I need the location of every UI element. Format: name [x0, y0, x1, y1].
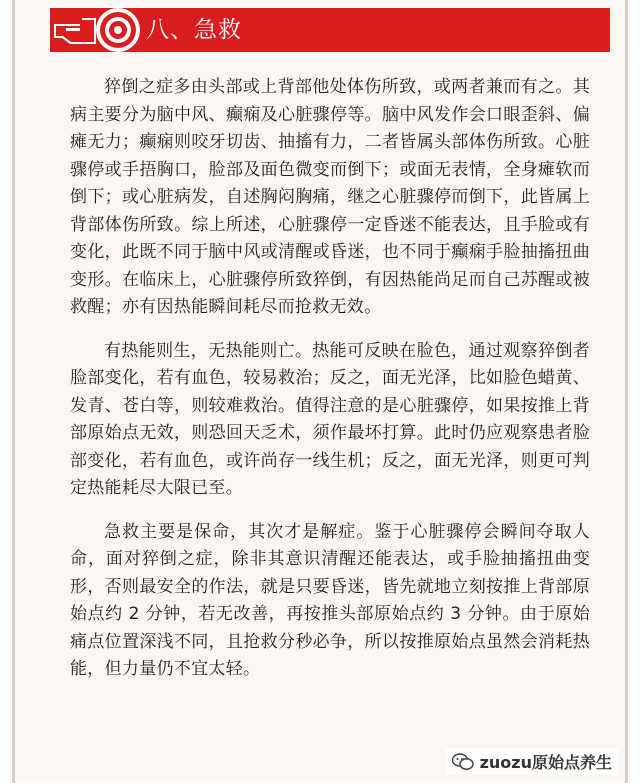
watermark [446, 748, 618, 775]
paragraph: 有热能则生，无热能则亡。热能可反映在脸色，通过观察猝倒者脸部变化，若有血色，较易救治；反之，面无光泽，比如脸色蜡黄、发青、苍白等，则较难救治。值得注意的是心脏骤停，如果按推上背部原始点无效，则恐回天乏术，须作最坏打算。此时仍应观察患者脸部变化，若有血色，或许尚存一线生机；反之，面无光泽，则更可判定热能耗尽大限已至。 [70, 340, 590, 498]
pointing-hand-icon [52, 4, 142, 56]
paragraph: 猝倒之症多由头部或上背部他处体伤所致，或两者兼而有之。其病主要分为脑中风、癫痫及心脏骤停等。脑中风发作会口眼歪斜、偏瘫无力；癫痫则咬牙切齿、抽搐有力，二者皆属头部体伤所致。心脏骤停或手捂胸口，脸部及面色微变而倒下；或面无表情，全身瘫软而倒下；或心脏病发，自述胸闷胸痛，继之心脏骤停而倒下，此皆属上背部体伤所致。综上所述，心脏骤停一定昏迷不能表达，且手脸或有变化，此既不同于脑中风或清醒或昏迷，也不同于癫痫手脸抽搐扭曲变形。在临床上，心脏骤停所致猝倒，有因热能尚足而自己苏醒或被救醒；亦有因热能瞬间耗尽而抢救无效。 [70, 77, 590, 317]
paragraph: 急救主要是保命，其次才是解症。鉴于心脏骤停会瞬间夺取人命，面对猝倒之症，除非其意识清醒还能表达，或手脸抽搐扭曲变形，否则最安全的作法，就是只要昏迷，皆先就地立刻按推上背部原始点约 2 分钟，若无改善，再按推头部原始点约 3 分钟。由于原始痛点位置深浅不同，且抢救分秒必争，所以按推原始点虽然会消耗热能，但力量仍不宜太轻。 [70, 521, 590, 679]
section-title: 八、急救 [146, 17, 242, 43]
watermark-text: zuozu原始点养生 [479, 753, 612, 772]
article-body [70, 74, 590, 700]
wechat-icon [452, 753, 474, 771]
